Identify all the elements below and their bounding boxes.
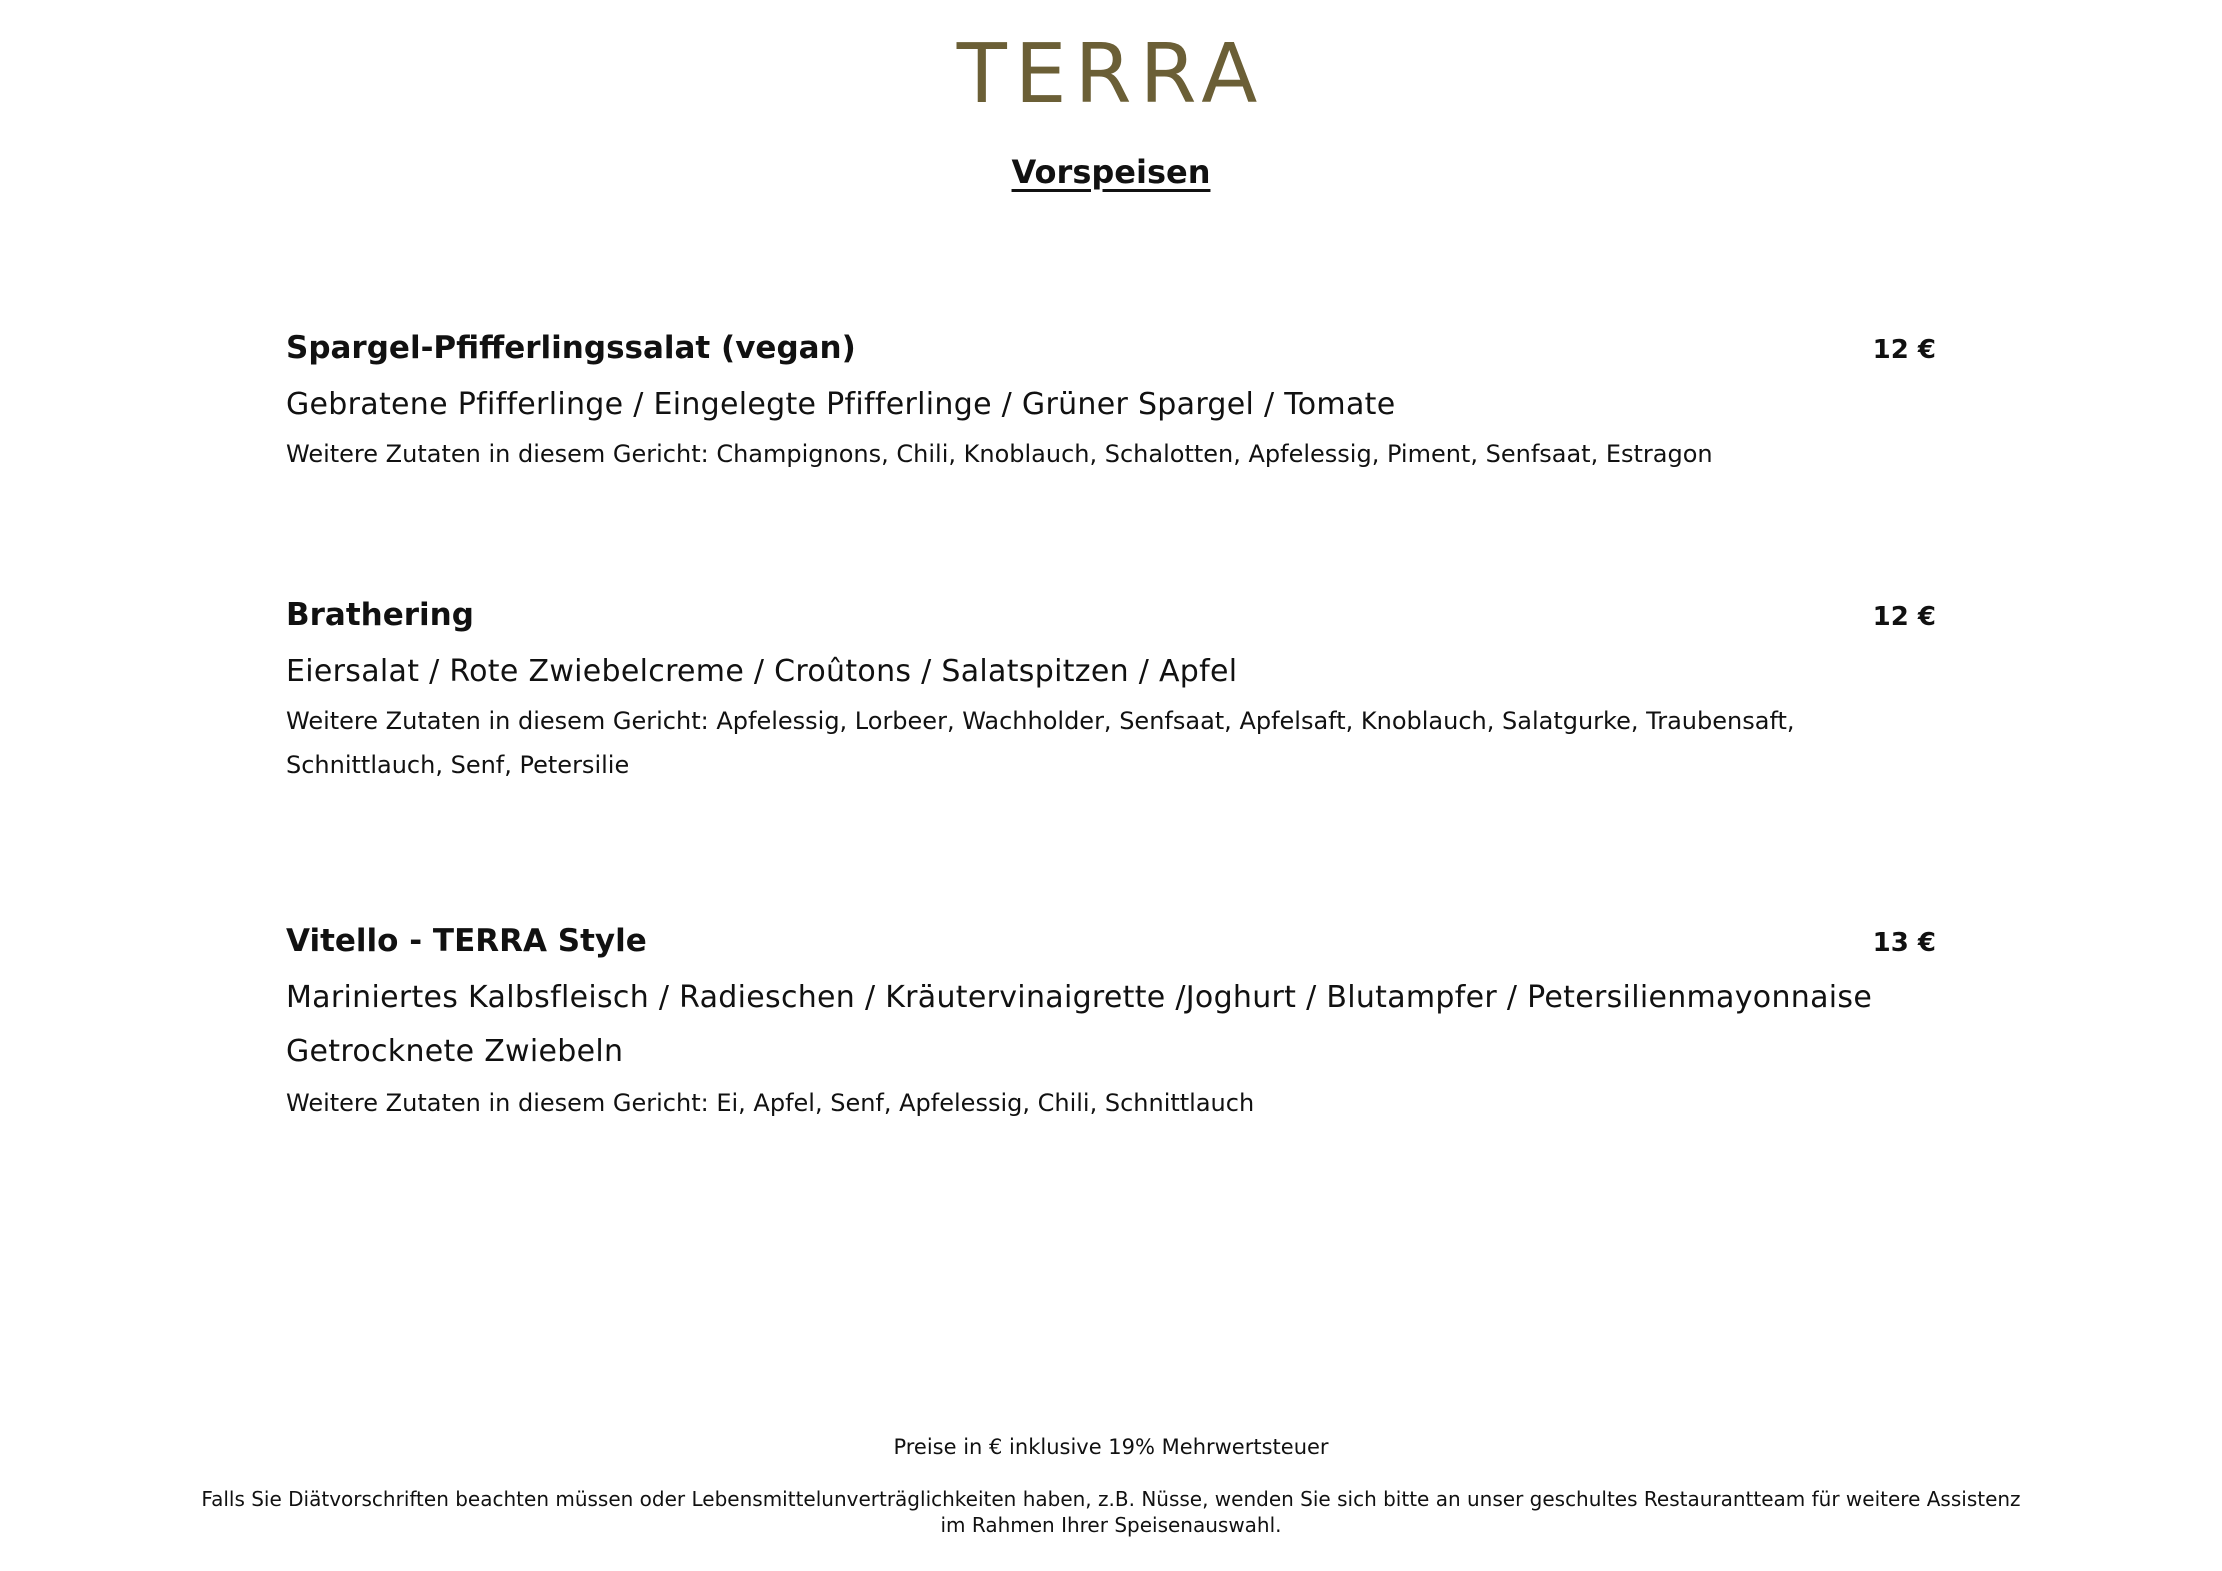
dish-ingredients: Weitere Zutaten in diesem Gericht: Apfelessig, Lorbeer, Wachholder, Senfsaat, Apfelsaft, Knoblauch, Salatgurke, Traubensaft, [286,707,1795,735]
dish-name: Brathering [286,597,474,633]
menu-item [286,921,1936,1141]
dish-components: Gebratene Pfifferlinge / Eingelegte Pfifferlinge / Grüner Spargel / Tomate [286,387,1396,422]
dish-components: Getrocknete Zwiebeln [286,1034,624,1069]
dish-name: Vitello - TERRA Style [286,923,647,959]
diet-note-line-1: Falls Sie Diätvorschriften beachten müssen oder Lebensmittelunverträglichkeiten haben, z.B. Nüsse, wenden Sie sich bitte an unser geschultes Restaurantteam für weitere Assistenz [201,1487,2021,1511]
dish-components: Mariniertes Kalbsfleisch / Radieschen / Kräutervinaigrette /Joghurt / Blutampfer / Petersilienmayonnaise [286,980,1873,1015]
section-title: Vorspeisen [1011,153,1211,191]
menu-item [286,328,1936,478]
diet-note-line-2: im Rahmen Ihrer Speisenauswahl. [940,1513,1282,1537]
dish-components: Eiersalat / Rote Zwiebelcreme / Croûtons / Salatspitzen / Apfel [286,654,1238,689]
menu-item [286,595,1936,795]
restaurant-logo: TERRA [956,27,1266,122]
dish-ingredients: Schnittlauch, Senf, Petersilie [286,751,630,779]
price-note: Preise in € inklusive 19% Mehrwertsteuer [893,1435,1329,1459]
dish-price: 13 € [1872,928,1936,958]
dish-ingredients: Weitere Zutaten in diesem Gericht: Ei, Apfel, Senf, Apfelessig, Chili, Schnittlauch [286,1089,1255,1117]
dish-name: Spargel-Pfifferlingssalat (vegan) [286,330,856,366]
dish-ingredients: Weitere Zutaten in diesem Gericht: Champignons, Chili, Knoblauch, Schalotten, Apfelessig, Piment, Senfsaat, Estragon [286,440,1713,468]
dish-price: 12 € [1872,335,1936,365]
dish-price: 12 € [1872,602,1936,632]
